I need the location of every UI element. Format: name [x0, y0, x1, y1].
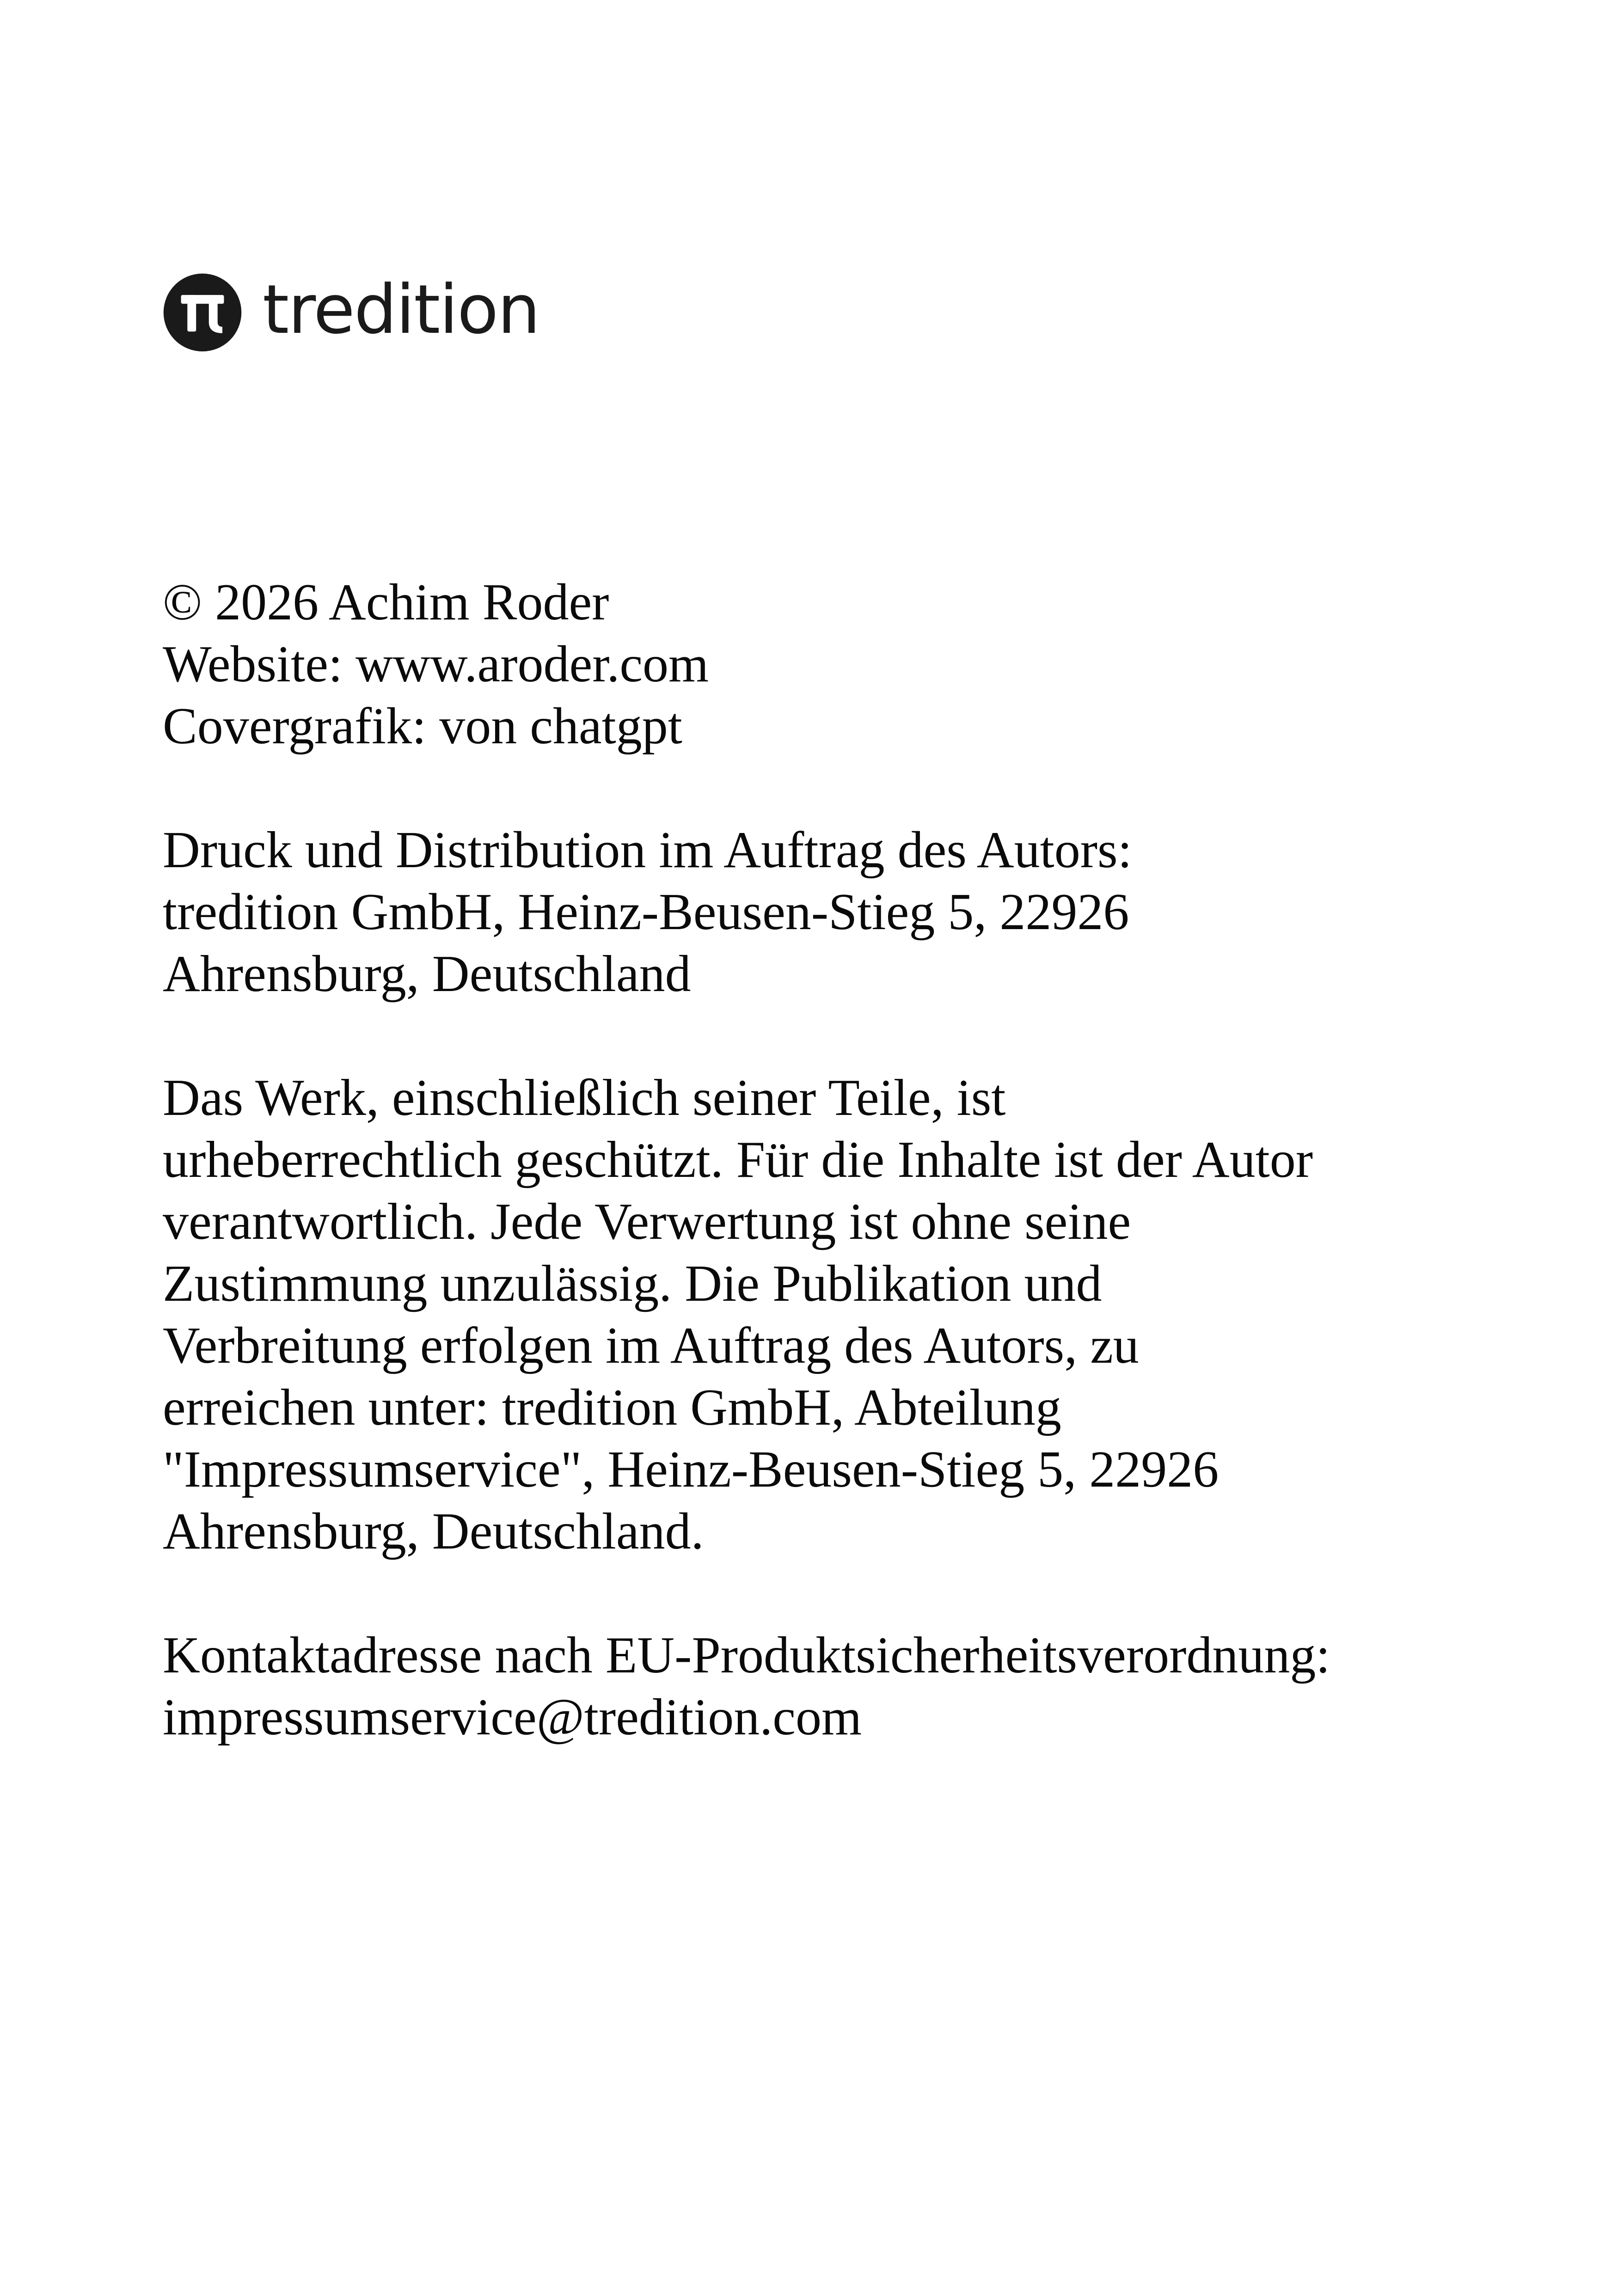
notice-line: Das Werk, einschließlich seiner Teile, ist	[163, 1069, 1006, 1127]
contact-email: impressumservice@tredition.com	[163, 1689, 862, 1746]
printing-line: Druck und Distribution im Auftrag des Autors:	[163, 821, 1132, 879]
notice-line: urheberrechtlich geschützt. Für die Inhalte ist der Autor	[163, 1131, 1313, 1188]
publisher-name: tredition	[263, 270, 539, 349]
tredition-logo-icon	[163, 273, 242, 352]
notice-line: verantwortlich. Jede Verwertung ist ohne seine	[163, 1193, 1131, 1250]
contact-label: Kontaktadresse nach EU-Produktsicherheitsverordnung:	[163, 1627, 1330, 1684]
printing-line: Ahrensburg, Deutschland	[163, 945, 691, 1003]
imprint-text	[163, 571, 1550, 1810]
printing-line: tredition GmbH, Heinz-Beusen-Stieg 5, 22926	[163, 883, 1129, 941]
cover-credit-line: Covergrafik: von chatgpt	[163, 698, 682, 755]
contact-block	[163, 1624, 1550, 1748]
copyright-line: © 2026 Achim Roder	[163, 574, 609, 631]
notice-line: Zustimmung unzulässig. Die Publikation und	[163, 1255, 1102, 1312]
website-line: Website: www.aroder.com	[163, 636, 709, 693]
printing-block	[163, 819, 1550, 1005]
publisher-logo	[163, 272, 539, 353]
notice-line: "Impressumservice", Heinz-Beusen-Stieg 5, 22926	[163, 1441, 1219, 1498]
rights-block	[163, 571, 1550, 757]
notice-line: Ahrensburg, Deutschland.	[163, 1503, 704, 1560]
notice-line: erreichen unter: tredition GmbH, Abteilung	[163, 1379, 1061, 1436]
copyright-notice-block	[163, 1067, 1550, 1562]
notice-line: Verbreitung erfolgen im Auftrag des Autors, zu	[163, 1317, 1139, 1374]
